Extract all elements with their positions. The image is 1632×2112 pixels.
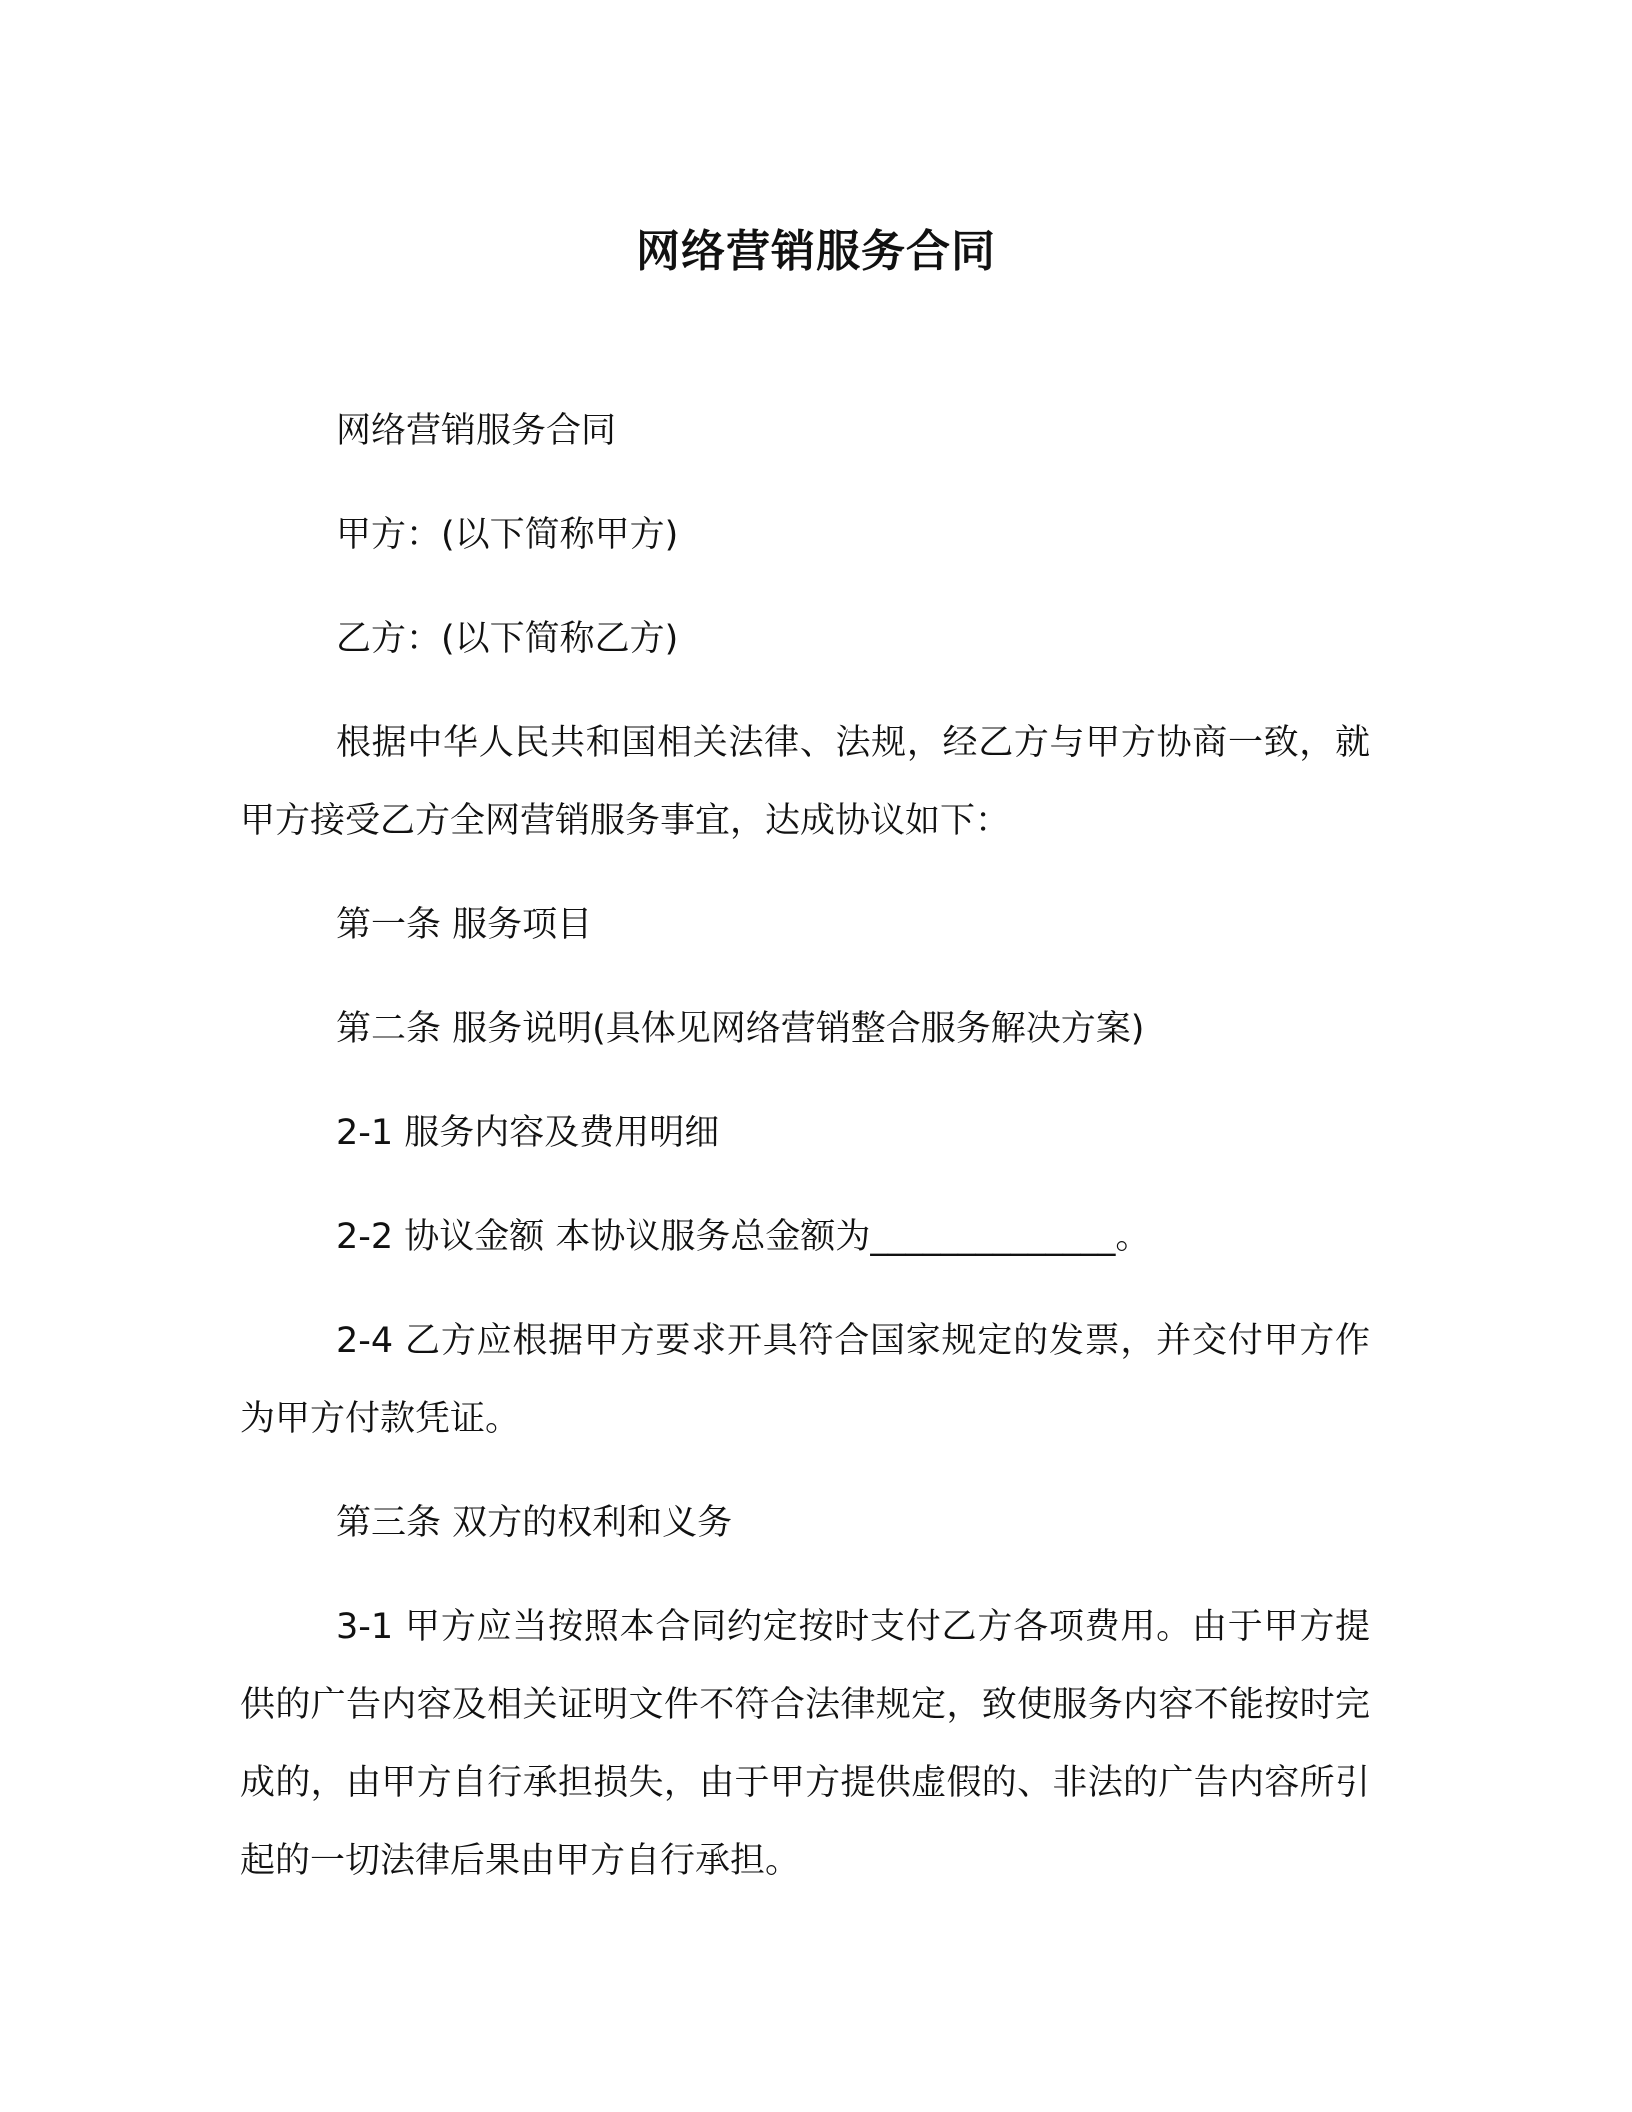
article-3-heading: 第三条 双方的权利和义务 <box>336 1503 733 1543</box>
article-2-heading: 第二条 服务说明(具体见网络营销整合服务解决方案) <box>336 1009 1145 1049</box>
preamble-paragraph: 根据中华人民共和国相关法律、法规，经乙方与甲方协商一致，就甲方接受乙方全网营销服务事宜，达成协议如下： <box>240 723 1370 841</box>
clause-2-4: 2-4 乙方应根据甲方要求开具符合国家规定的发票，并交付甲方作为甲方付款凭证。 <box>240 1321 1370 1439</box>
article-1-heading: 第一条 服务项目 <box>336 905 593 945</box>
subtitle-paragraph: 网络营销服务合同 <box>336 411 617 451</box>
document-body <box>240 392 1370 1926</box>
clause-2-1: 2-1 服务内容及费用明细 <box>336 1113 720 1153</box>
party-a-line: 甲方：(以下简称甲方) <box>336 515 679 555</box>
document-title: 网络营销服务合同 <box>636 226 996 277</box>
clause-2-2: 2-2 协议金额 本协议服务总金额为______________。 <box>336 1217 1151 1257</box>
party-b-line: 乙方：(以下简称乙方) <box>336 619 679 659</box>
clause-3-1: 3-1 甲方应当按照本合同约定按时支付乙方各项费用。由于甲方提供的广告内容及相关证明文件不符合法律规定，致使服务内容不能按时完成的，由甲方自行承担损失，由于甲方提供虚假的、非法的广告内容所引起的一切法律后果由甲方自行承担。 <box>240 1607 1370 1881</box>
